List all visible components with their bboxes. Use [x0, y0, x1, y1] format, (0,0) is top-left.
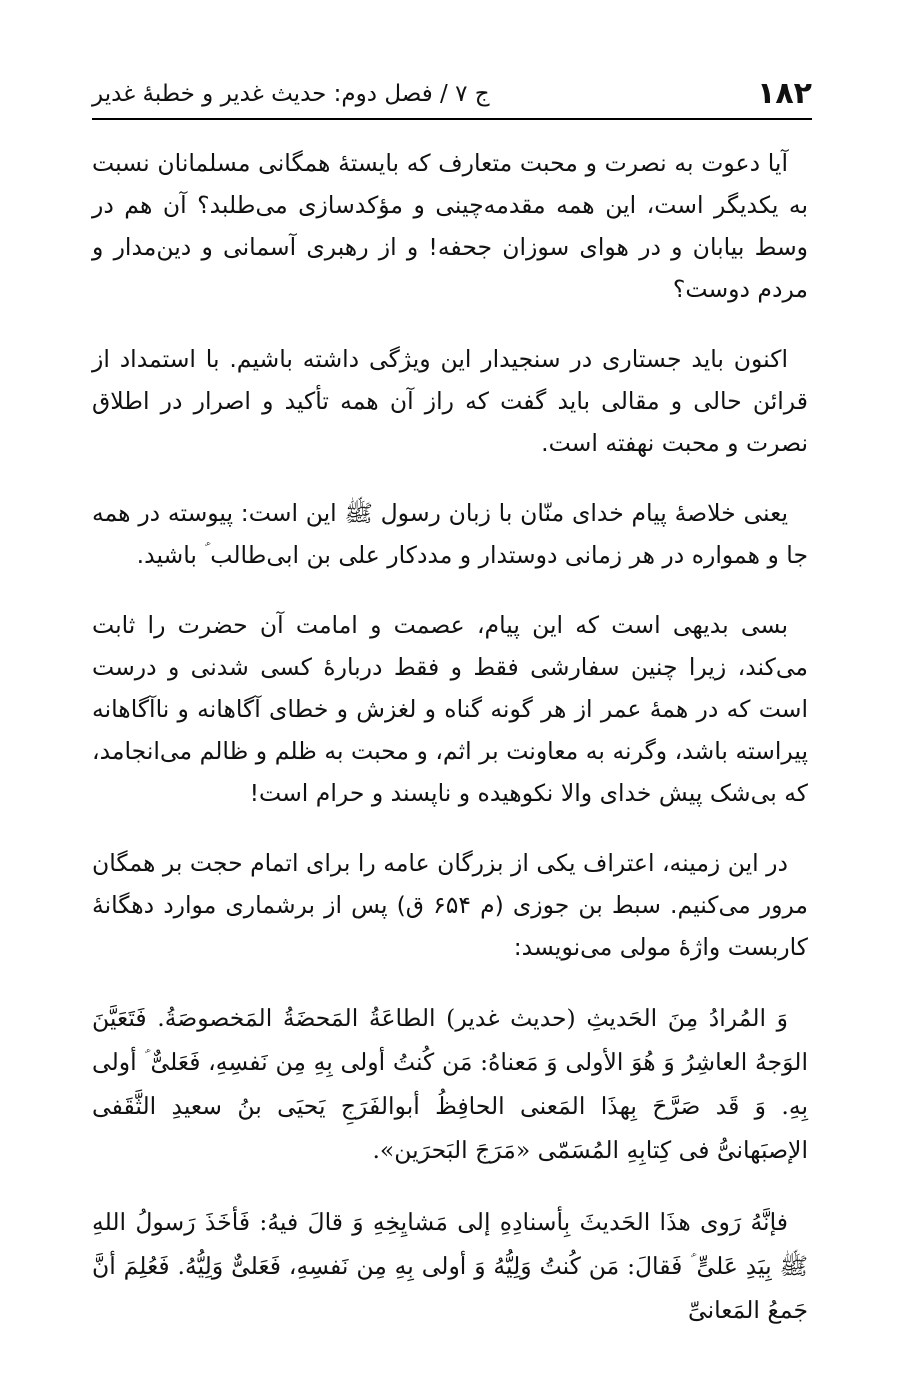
paragraph: بسی بدیهی است که این پیام، عصمت و امامت آن حضرت را ثابت می‌کند، زیرا چنین سفارشی فقط و فقط دربارهٔ کسی شدنی و درست است که در همهٔ عمر از هر گونه گناه و لغزش و خطای آگاهانه و ناآگاهانه پیراسته باشد، وگرنه به معاونت بر اثم، و محبت به ظلم و ظالم می‌انجامد، که بی‌شک پیش خدای والا نکوهیده و ناپسند و حرام است!	[92, 611, 808, 807]
paragraph: آیا دعوت به نصرت و محبت متعارف که بایستهٔ همگانی مسلمانان نسبت به یکدیگر است، این همه مقدمه‌چینی و مؤکدسازی می‌طلبد؟ آن هم در وسط بیابان و در هوای سوزان جحفه! و از رهبری آسمانی و دین‌مدار و مردم دوست؟	[92, 149, 808, 303]
page-body	[92, 142, 808, 1360]
page-number: ۱۸۲	[757, 76, 812, 111]
paragraph: در این زمینه، اعتراف یکی از بزرگان عامه را برای اتمام حجت بر همگان مرور می‌کنیم. سبط بن جوزی (م ۶۵۴ ق) پس از برشماری موارد دهگانهٔ کاربست واژهٔ مولی می‌نویسد:	[92, 849, 808, 961]
paragraph: اکنون باید جستاری در سنجیدار این ویژگی داشته باشیم. با استمداد از قرائن حالی و مقالی باید گفت که راز آن همه تأکید و اصرار در اطلاق نصرت و محبت نهفته است.	[92, 345, 808, 457]
page-header	[92, 70, 812, 120]
running-head: ج ۷ / فصل دوم: حدیث غدیر و خطبهٔ غدیر	[92, 80, 490, 107]
paragraph: یعنی خلاصهٔ پیام خدای منّان با زبان رسول ﷺ این است: پیوسته در همه جا و همواره در هر زمانی دوستدار و مددکار علی بن ابی‌طالب ؑ باشید.	[92, 499, 808, 569]
quoted-arabic-paragraph: وَ المُرادُ مِنَ الحَدیثِ (حدیث غدیر) الطاعَةُ المَحضَةُ المَخصوصَةُ. فَتَعَیَّنَ الوَجهُ العاشِرُ وَ هُوَ الأولی وَ مَعناهُ: مَن کُنتُ أولی بِهِ مِن نَفسِهِ، فَعَلیٌّ ؑ أولی بِهِ. وَ قَد صَرَّحَ بِهذَا المَعنی الحافِظُ أبوالفَرَجِ یَحیَی بنُ سعیدِ الثَّقَفی الإصبَهانیُّ فی کِتابِهِ المُسَمّی «مَرَجَ البَحرَین».	[92, 1004, 808, 1164]
quoted-arabic-paragraph: فإنَّهُ رَوی هذَا الحَدیثَ بِأسنادِهِ إلی مَشایِخِهِ وَ قالَ فیهُ: فَأخَذَ رَسولُ اللهِ ﷺ بِیَدِ عَلیٍّ ؑ فَقالَ: مَن کُنتُ وَلِیُّهُ وَ أولی بِهِ مِن نَفسِهِ، فَعَلیٌّ وَلِیُّهُ. فَعُلِمَ أنَّ جَمعُ المَعانیِّ	[92, 1208, 808, 1324]
